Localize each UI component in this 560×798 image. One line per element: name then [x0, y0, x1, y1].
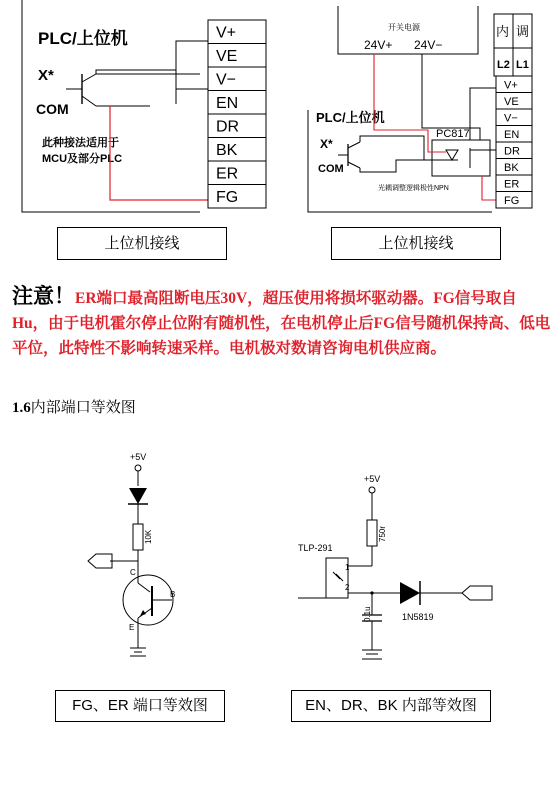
- notice-paragraph: [12, 284, 552, 361]
- right-terminal-label: VE: [504, 95, 519, 108]
- pin2-label: 2: [345, 583, 350, 592]
- right-terminal-label: FG: [504, 194, 520, 207]
- right-plc-title: PLC/上位机: [316, 110, 385, 125]
- pin1-label: 1: [345, 563, 350, 572]
- v-plus-label: 24V+: [364, 38, 393, 52]
- section-heading: [12, 396, 136, 417]
- power-label: 开关电源: [388, 23, 420, 32]
- right-resistor-label: 750r: [378, 525, 387, 542]
- right-terminal-label: EN: [504, 128, 520, 141]
- left-terminal-label: BK: [216, 142, 238, 160]
- section-number: 1.6: [12, 400, 31, 416]
- left-com-label: COM: [36, 101, 69, 117]
- right-terminal-label: ER: [504, 178, 520, 191]
- right-terminal-label: V+: [504, 79, 518, 92]
- right-terminal-label: BK: [504, 161, 519, 174]
- left-resistor-label: 10K: [144, 529, 153, 544]
- left-plc-title: PLC/上位机: [38, 29, 128, 48]
- opto-note: 光耦调整逻辑极性NPN: [378, 185, 449, 192]
- notice-body: ER端口最高阻断电压30V，超压使用将损坏驱动器。FG信号取自Hu，由于电机霍尔停止位附有随机性，在电机停止后FG信号随机保持高、低电平位，此特性不影响转速采样。电机极对数请咨询电机供应商。: [12, 290, 551, 357]
- side-label-tiao: 调: [516, 24, 530, 39]
- right-diode: [400, 582, 420, 604]
- right-resistor: [367, 520, 377, 546]
- left-x-label: X*: [38, 67, 54, 84]
- left-terminal-label: V+: [216, 24, 237, 42]
- right-wiring-caption: 上位机接线: [331, 227, 501, 260]
- pin-b-label: B: [170, 590, 176, 599]
- right-wiring-diagram: [0, 0, 560, 230]
- right-terminal-label: V−: [504, 112, 518, 125]
- right-output-tab: [462, 586, 492, 600]
- right-terminal-block: [496, 76, 532, 208]
- fg-er-caption: FG、ER 端口等效图: [55, 690, 225, 722]
- notice-head: 注意！: [12, 285, 75, 308]
- capacitor-label: 0.1u: [363, 606, 372, 622]
- left-wiring-caption: 上位机接线: [57, 227, 227, 260]
- left-terminal-label: V−: [216, 71, 237, 89]
- pin-c-label: C: [130, 568, 136, 577]
- opto-box: [432, 140, 490, 176]
- side-label-l1: L1: [516, 59, 529, 71]
- v-minus-label: 24V−: [414, 38, 443, 52]
- left-terminal-label: ER: [216, 165, 239, 183]
- right-x-label: X*: [320, 137, 333, 151]
- section-title: 内部端口等效图: [30, 400, 136, 416]
- right-supply-label: +5V: [364, 474, 381, 484]
- left-note-1: 此种接法适用于: [42, 137, 119, 149]
- opto-label: PC817: [436, 128, 470, 140]
- en-dr-bk-caption: EN、DR、BK 内部等效图: [291, 690, 491, 722]
- left-terminal-label: EN: [216, 95, 239, 113]
- right-com-label: COM: [318, 163, 344, 175]
- side-label-nei: 内: [496, 24, 510, 39]
- left-terminal-label: DR: [216, 118, 240, 136]
- pin-e-label: E: [129, 623, 135, 632]
- left-terminal-label: FG: [216, 189, 239, 207]
- left-terminal-label: VE: [216, 48, 238, 66]
- diode-label: 1N5819: [402, 612, 434, 622]
- left-note-2: MCU及部分PLC: [42, 153, 123, 165]
- left-supply-label: +5V: [130, 452, 147, 462]
- side-label-l2: L2: [497, 59, 510, 71]
- right-terminal-label: DR: [504, 145, 520, 158]
- opto-part-label: TLP-291: [298, 543, 333, 553]
